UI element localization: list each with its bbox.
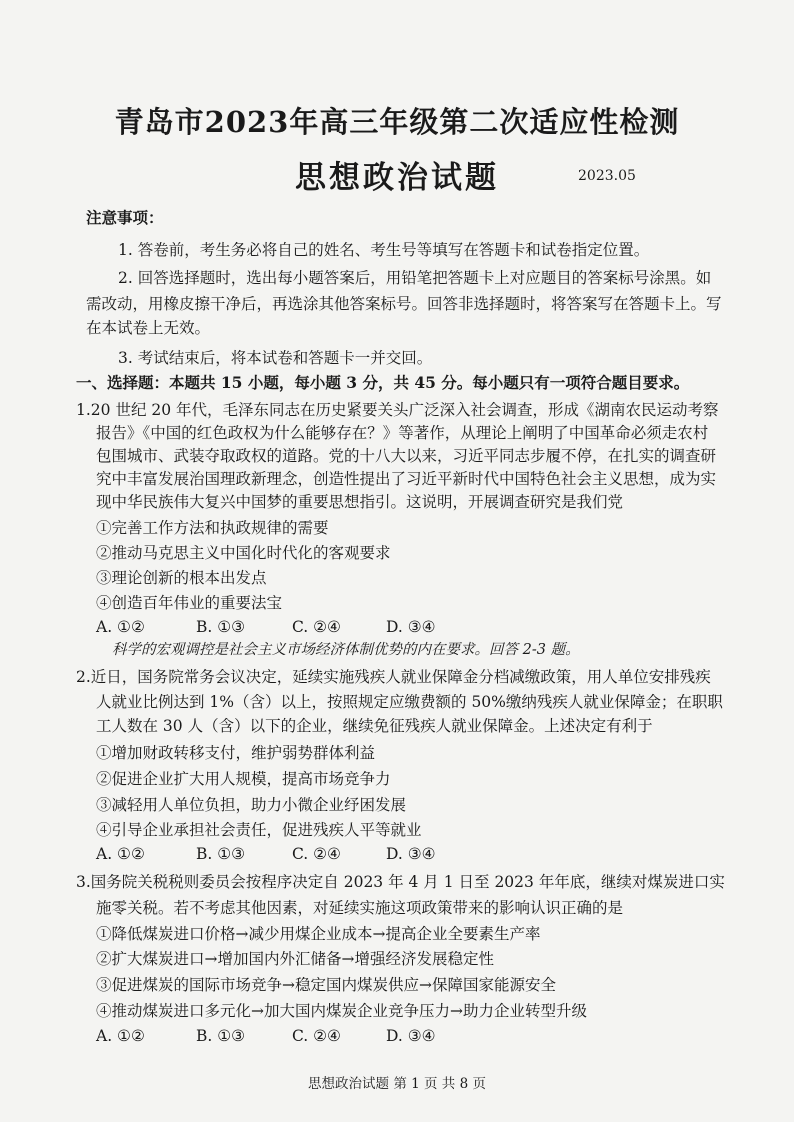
q2-option-c: C. ②④ bbox=[292, 845, 341, 863]
notice-heading: 注意事项： bbox=[86, 208, 164, 227]
notice-line: 1. 答卷前，考生务必将自己的姓名、考生号等填写在答题卡和试卷指定位置。 bbox=[118, 241, 650, 259]
q1-option-b: B. ①③ bbox=[196, 618, 246, 636]
q1-item: ③理论创新的根本出发点 bbox=[96, 569, 267, 587]
q3-option-d: D. ③④ bbox=[386, 1027, 436, 1045]
q3-stem-line: 3.国务院关税税则委员会按程序决定自 2023 年 4 月 1 日至 2023 年年底，继续对煤炭进口实 bbox=[76, 873, 725, 891]
q2-item: ①增加财政转移支付，维护弱势群体利益 bbox=[96, 744, 376, 762]
q3-item: ④推动煤炭进口多元化→加大国内煤炭企业竞争压力→助力企业转型升级 bbox=[96, 1002, 587, 1020]
exam-date: 2023.05 bbox=[578, 168, 636, 184]
q1-item: ④创造百年伟业的重要法宝 bbox=[96, 594, 283, 612]
notice-line: 2. 回答选择题时，选出每小题答案后，用铅笔把答题卡上对应题目的答案标号涂黑。如 bbox=[118, 269, 712, 287]
q3-option-c: C. ②④ bbox=[292, 1027, 341, 1045]
q2-stem-line: 人就业比例达到 1%（含）以上，按照规定应缴费额的 50%缴纳残疾人就业保障金；在职职 bbox=[96, 693, 723, 711]
q2-item: ②促进企业扩大用人规模，提高市场竞争力 bbox=[96, 770, 391, 788]
notice-line: 3. 考试结束后，将本试卷和答题卡一并交回。 bbox=[118, 349, 433, 367]
q3-option-a: A. ①② bbox=[96, 1027, 145, 1045]
q3-item: ③促进煤炭的国际市场竞争→稳定国内煤炭供应→保障国家能源安全 bbox=[96, 976, 556, 994]
q2-stem-line: 2.近日，国务院常务会议决定，延续实施残疾人就业保障金分档减缴政策，用人单位安排残疾 bbox=[76, 668, 711, 686]
q3-item: ②扩大煤炭进口→增加国内外汇储备→增强经济发展稳定性 bbox=[96, 950, 494, 968]
q2-option-b: B. ①③ bbox=[196, 845, 246, 863]
q2-3-intro: 科学的宏观调控是社会主义市场经济体制优势的内在要求。回答 2-3 题。 bbox=[112, 642, 580, 658]
q1-stem-line: 现中华民族伟大复兴中国梦的重要思想指引。这说明，开展调查研究是我们党 bbox=[96, 493, 624, 511]
q1-item: ②推动马克思主义中国化时代化的客观要求 bbox=[96, 544, 391, 562]
q3-item: ①降低煤炭进口价格→减少用煤企业成本→提高企业全要素生产率 bbox=[96, 925, 541, 943]
q1-stem-line: 报告》《中国的红色政权为什么能够存在？》等著作，从理论上阐明了中国革命必须走农村 bbox=[96, 424, 709, 442]
q3-option-b: B. ①③ bbox=[196, 1027, 246, 1045]
q2-stem-line: 工人数在 30 人（含）以下的企业，继续免征残疾人就业保障金。上述决定有利于 bbox=[96, 717, 653, 735]
notice-line: 需改动，用橡皮擦干净后，再选涂其他答案标号。回答非选择题时，将答案写在答题卡上。写 bbox=[86, 295, 722, 313]
section-heading: 一、选择题：本题共 15 小题，每小题 3 分，共 45 分。每小题只有一项符合题目要求。 bbox=[76, 373, 690, 392]
q1-stem-line: 1.20 世纪 20 年代，毛泽东同志在历史紧要关头广泛深入社会调查，形成《湖南农民运动考察 bbox=[76, 401, 719, 419]
exam-title: 青岛市2023年高三年级第二次适应性检测 bbox=[114, 105, 680, 139]
q1-stem-line: 包围城市、武装夺取政权的道路。党的十八大以来，习近平同志步履不停，在扎实的调查研 bbox=[96, 447, 717, 465]
q1-option-c: C. ②④ bbox=[292, 618, 341, 636]
q2-option-a: A. ①② bbox=[96, 845, 145, 863]
q3-stem-line: 施零关税。若不考虑其他因素，对延续实施这项政策带来的影响认识正确的是 bbox=[96, 899, 624, 917]
q1-option-d: D. ③④ bbox=[386, 618, 436, 636]
q2-item: ④引导企业承担社会责任，促进残疾人平等就业 bbox=[96, 821, 422, 839]
q1-item: ①完善工作方法和执政规律的需要 bbox=[96, 519, 329, 537]
exam-subtitle: 思想政治试题 bbox=[295, 160, 499, 196]
q1-stem-line: 究中丰富发展治国理政新理念，创造性提出了习近平新时代中国特色社会主义思想，成为实 bbox=[96, 470, 717, 488]
q1-option-a: A. ①② bbox=[96, 618, 145, 636]
notice-line: 在本试卷上无效。 bbox=[86, 319, 211, 337]
q2-option-d: D. ③④ bbox=[386, 845, 436, 863]
page-footer: 思想政治试题 第 1 页 共 8 页 bbox=[308, 1076, 486, 1092]
q2-item: ③减轻用人单位负担，助力小微企业纾困发展 bbox=[96, 796, 407, 814]
